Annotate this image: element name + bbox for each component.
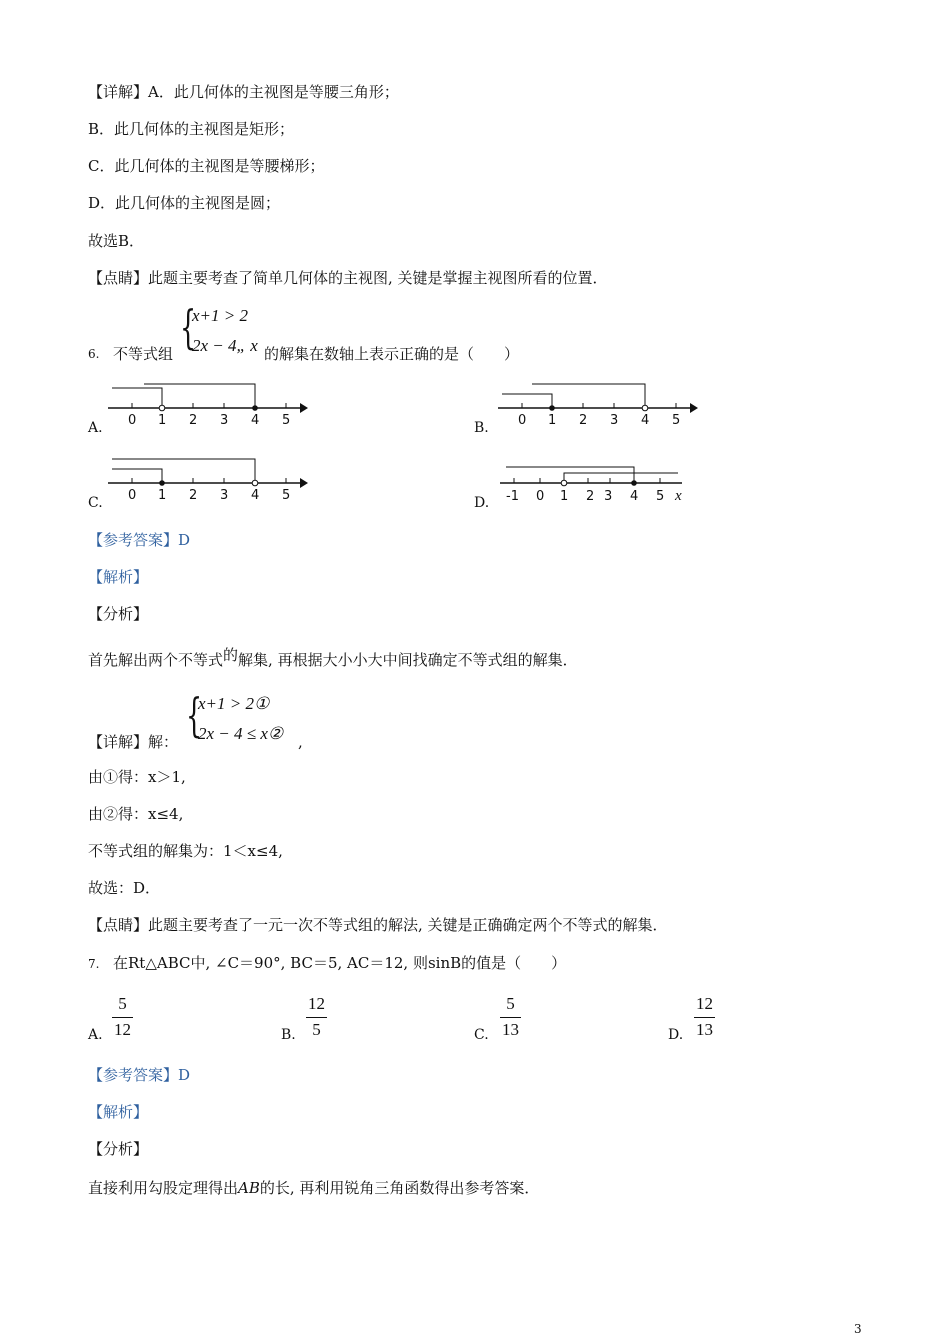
q7-option-b-label: B. — [281, 1027, 296, 1043]
solid-dot — [252, 405, 258, 411]
q6-system-comma: , — [298, 733, 303, 751]
q7-option-c-fraction — [500, 994, 521, 1040]
brace-symbol: { — [186, 688, 203, 742]
q6-stem-prefix: 不等式组 — [113, 345, 174, 363]
q6-option-d-number-line — [500, 455, 695, 505]
tick-label-0: 0 — [518, 413, 527, 426]
numerator: 12 — [696, 994, 713, 1013]
tick-label-5: 5 — [282, 413, 291, 426]
open-dot-4 — [252, 480, 258, 486]
tick-label-4: 4 — [251, 488, 260, 501]
q6-solution-inequality-2: 2x − 4 ≤ x② — [198, 724, 284, 743]
q5-option-b-line: B．此几何体的主视图是矩形； — [88, 120, 295, 138]
tick-label-5: 5 — [672, 413, 681, 426]
solid-dot — [631, 480, 637, 486]
q5-comment-line: 【点睛】此题主要考查了简单几何体的主视图, 关键是掌握主视图所看的位置． — [88, 269, 608, 287]
tick-label-1: 1 — [560, 489, 569, 504]
q6-option-b-label: B. — [474, 420, 489, 436]
q7-stem: 在Rt△ABC中, ∠C＝90°, BC＝5, AC＝12, 则sinB的值是（ ） — [113, 954, 567, 972]
axis-arrow — [300, 403, 308, 413]
q6-fenxi-text-a: 首先解出两个不等式 — [88, 651, 224, 669]
tick-label-3: 3 — [220, 488, 229, 501]
open-dot — [642, 405, 648, 411]
range-right-bracket — [532, 384, 645, 408]
denominator: 12 — [114, 1020, 131, 1039]
numerator: 5 — [506, 994, 515, 1013]
fraction-bar — [306, 1017, 327, 1018]
tick-label-5: 5 — [656, 489, 665, 504]
q6-inequality-1: x+1 > 2 — [192, 306, 248, 325]
range-left-ray — [112, 469, 162, 483]
tick-label-2: 2 — [586, 489, 595, 504]
q7-analysis-heading: 【解析】 — [88, 1103, 149, 1121]
range-left-ray — [502, 394, 552, 408]
q6-option-c-number-line — [108, 455, 308, 501]
q6-analysis-heading: 【解析】 — [88, 568, 149, 586]
q6-inequality-2: 2x − 4„ x — [192, 336, 258, 355]
q6-step-1: 由①得：x＞1, — [88, 768, 186, 786]
range-left-bracket — [506, 467, 634, 483]
page-number: 3 — [854, 1322, 862, 1336]
q7-option-a-label: A. — [88, 1027, 103, 1043]
tick-label-neg1: -1 — [506, 489, 519, 504]
tick-label-1: 1 — [158, 413, 167, 426]
q6-solution-inequality-1: x+1 > 2① — [198, 694, 270, 713]
q7-number: 7. — [88, 957, 100, 971]
tick-label-2: 2 — [189, 413, 198, 426]
tick-label-4: 4 — [251, 413, 260, 426]
tick-label-0: 0 — [128, 413, 137, 426]
q7-option-d-fraction — [694, 994, 715, 1040]
range-right-bracket — [112, 459, 255, 483]
axis-arrow — [300, 478, 308, 488]
q6-number: 6. — [88, 347, 100, 361]
q7-fenxi-text — [88, 1178, 539, 1198]
q6-option-a-label: A. — [88, 420, 103, 436]
denominator: 13 — [696, 1020, 713, 1039]
q6-stem-suffix: 的解集在数轴上表示正确的是（ ） — [264, 345, 520, 363]
q6-solution-system — [186, 690, 306, 750]
solid-dot — [549, 405, 555, 411]
axis-arrow — [690, 403, 698, 413]
q6-inequality-system — [180, 302, 270, 362]
q6-option-c-label: C. — [88, 495, 103, 511]
tick-label-3: 3 — [610, 413, 619, 426]
q6-fenxi-text-de: 的 — [223, 646, 239, 664]
numerator: 12 — [308, 994, 325, 1013]
fraction-bar — [500, 1017, 521, 1018]
q7-option-b-fraction — [306, 994, 327, 1040]
q7-option-a-fraction — [112, 994, 133, 1040]
range-right-ray — [564, 473, 678, 483]
q6-option-b-number-line — [498, 380, 698, 426]
tick-label-5: 5 — [282, 488, 291, 501]
q6-option-a-number-line — [108, 380, 308, 426]
open-dot — [159, 405, 165, 411]
numerator: 5 — [118, 994, 127, 1013]
axis-variable-label: x — [675, 488, 682, 504]
q5-choice-line: 故选B． — [88, 232, 145, 250]
fraction-bar — [694, 1017, 715, 1018]
q6-comment: 【点睛】此题主要考查了一元一次不等式组的解法, 关键是正确确定两个不等式的解集． — [88, 916, 668, 934]
tick-label-4: 4 — [641, 413, 650, 426]
brace-symbol: { — [180, 300, 197, 354]
tick-label-0: 0 — [536, 489, 545, 504]
q7-answer: 【参考答案】D — [88, 1066, 191, 1084]
q6-fenxi-text — [88, 646, 578, 670]
q6-option-d-label: D. — [474, 495, 490, 511]
q7-fenxi-heading: 【分析】 — [88, 1140, 149, 1158]
q6-answer: 【参考答案】D — [88, 531, 191, 549]
tick-label-1: 1 — [158, 488, 167, 501]
q5-option-c-line: C．此几何体的主视图是等腰梯形； — [88, 157, 325, 175]
denominator: 5 — [312, 1020, 321, 1039]
tick-label-3: 3 — [220, 413, 229, 426]
denominator: 13 — [502, 1020, 519, 1039]
q5-detail-line: 【详解】A．此几何体的主视图是等腰三角形； — [88, 83, 399, 101]
q6-fenxi-heading: 【分析】 — [88, 605, 149, 623]
fraction-bar — [112, 1017, 133, 1018]
q5-option-d-line: D．此几何体的主视图是圆； — [88, 194, 281, 212]
solid-dot-1 — [159, 480, 165, 486]
q6-detail-label: 【详解】解： — [88, 733, 179, 751]
tick-label-0: 0 — [128, 488, 137, 501]
tick-label-4: 4 — [630, 489, 639, 504]
q7-fenxi-b: 的长, 再利用锐角三角函数得出参考答案． — [259, 1179, 540, 1197]
tick-label-2: 2 — [579, 413, 588, 426]
q6-choice: 故选：D． — [88, 879, 161, 897]
tick-label-2: 2 — [189, 488, 198, 501]
range-left-ray — [112, 388, 162, 408]
q7-fenxi-ab: AB — [238, 1179, 260, 1197]
q7-fenxi-a: 直接利用勾股定理得出 — [88, 1179, 239, 1197]
q7-option-c-label: C. — [474, 1027, 489, 1043]
q6-step-2: 由②得：x≤4, — [88, 805, 184, 823]
tick-label-1: 1 — [548, 413, 557, 426]
open-dot — [561, 480, 567, 486]
q7-option-d-label: D. — [668, 1027, 684, 1043]
q6-step-3: 不等式组的解集为：1＜x≤4, — [88, 842, 283, 860]
tick-label-3: 3 — [604, 489, 613, 504]
q6-fenxi-text-b: 解集, 再根据大小小大中间找确定不等式组的解集． — [238, 651, 578, 669]
